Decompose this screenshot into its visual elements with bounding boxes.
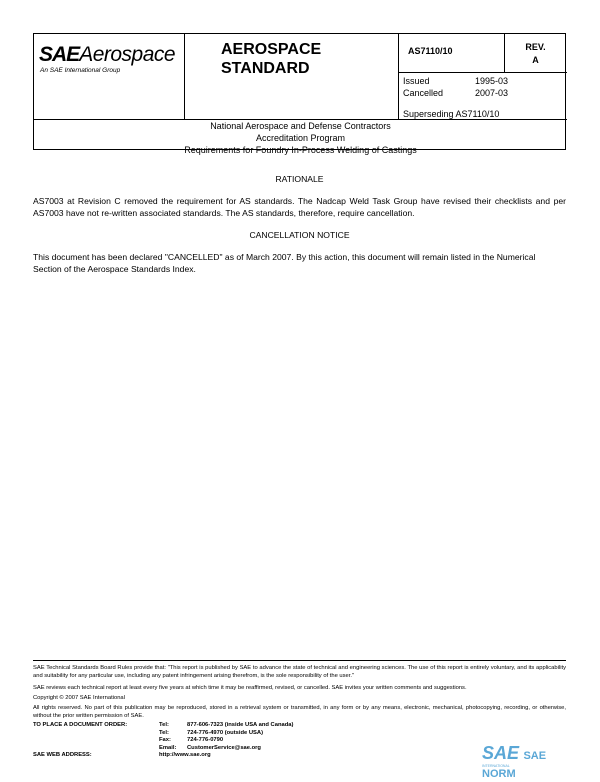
rationale-text: AS7003 at Revision C removed the requirement for AS standards. The Nadcap Weld Task Group have revised their checklists and per AS7003 have not re-written associated standards. The AS standards, therefore, require cancellation.: [33, 196, 566, 218]
web-label: SAE WEB ADDRESS:: [33, 752, 92, 758]
logo-subline: An SAE International Group: [40, 67, 121, 74]
tel-inside: 877-606-7323 (inside USA and Canada): [187, 722, 294, 728]
document-title: National Aerospace and Defense Contractors Accreditation Program Requirements for Foundry In-Process Welding of Castings: [184, 121, 417, 155]
footer-copyright: Copyright © 2007 SAE International: [33, 695, 125, 701]
revision: REV. A: [525, 42, 546, 65]
footer-divider: [33, 660, 566, 661]
header-table: [33, 33, 566, 155]
logo-aerospace: Aerospace: [79, 43, 176, 66]
cancellation-text: This document has been declared "CANCELLED" as of March 2007. By this action, this document will remain listed in the Numerical Section of the Aerospace Standards Index.: [33, 252, 536, 274]
footer-rights: All rights reserved. No part of this publication may be reproduced, stored in a retrieval system or transmitted, in any form or by any means, electronic, mechanical, photocopying, recording, or otherwise, without the prior written permission of SAE.: [33, 705, 566, 719]
logo-sae: SAE: [39, 43, 80, 66]
cancelled-label: Cancelled: [403, 88, 444, 98]
cancellation-heading: CANCELLATION NOTICE: [249, 230, 350, 240]
rationale-heading: RATIONALE: [275, 174, 324, 184]
fax-number: 724-776-0790: [187, 737, 224, 743]
order-label: TO PLACE A DOCUMENT ORDER:: [33, 722, 128, 728]
document-page: SAEAerospace An SAE International Group AEROSPACE STANDARD AS7110/10 REV. A Issued 1995-03 Cancelled 2007-03 Superseding AS7110/10 National Aerospace and Defense Contractors Accreditation Program Requirements for Foundry In-Process Welding of Castings RATIONALE AS7003 at Revision C removed the requirement for AS standards. The Nadcap Weld Task Group have revised their checklists and per AS7003 have not re-written associated standards. The AS standards, therefore, require cancellation. CANCELLATION NOTICE This document has been declared "CANCELLED" as of March 2007. By this action, this document will remain listed in the Numerical Section of the Aerospace Standards Index. SAE Technical Standards Board Rules provide that: "This report is published by SAE to advance the state of technical and engineering sciences. The use of this report is entirely voluntary, and its applicability and suitability for any particular use, including any patent infringement arising therefrom, is the sole responsibility of the user." SAE reviews each technical report at least every five years at which time it may be reaffirmed, revised, or cancelled. SAE invites your written comments and suggestions. Copyright © 2007 SAE International All rights reserved. No part of this publication may be reproduced, stored in a retrieval system or transmitted, in any form or by any means, electronic, mechanical, photocopying, recording, or otherwise, without the prior written permission of SAE. TO PLACE A DOCUMENT ORDER: Tel: 877-606-7323 (inside USA and Canada) Tel: 724-776-4970 (outside USA) Fax: 724-776-0790 Email: CustomerService@sae.org SAE WEB ADDRESS: http://www.sae.org SAE SAE NORM INTERNATIONAL: [0, 0, 600, 776]
watermark-sae: SAE: [482, 743, 520, 763]
sae-aerospace-logo: [39, 43, 199, 83]
sae-norm-watermark: SAE SAE NORM INTERNATIONAL: [482, 743, 547, 780]
footer-review: SAE reviews each technical report at least every five years at which time it may be reaffirmed, revised, or cancelled. SAE invites your written comments and suggestions.: [33, 685, 467, 691]
footer-rules: SAE Technical Standards Board Rules provide that: "This report is published by SAE to advance the state of technical and engineering sciences. The use of this report is entirely voluntary, and its applicability and suitability for any particular use, including any patent infringement arising therefrom, is the sole responsibility of the user.": [33, 665, 566, 679]
watermark-norm: SAE NORM: [482, 750, 547, 780]
tel-outside: 724-776-4970 (outside USA): [187, 729, 264, 736]
standard-type: AEROSPACE STANDARD: [221, 41, 322, 77]
email-link[interactable]: CustomerService@sae.org: [187, 744, 261, 751]
issued-date: 1995-03: [475, 76, 509, 86]
document-number: AS7110/10: [408, 46, 453, 56]
issued-label: Issued: [403, 76, 430, 86]
web-link[interactable]: http://www.sae.org: [159, 752, 211, 758]
superseding: Superseding AS7110/10: [403, 109, 500, 119]
cancelled-date: 2007-03: [475, 88, 509, 98]
